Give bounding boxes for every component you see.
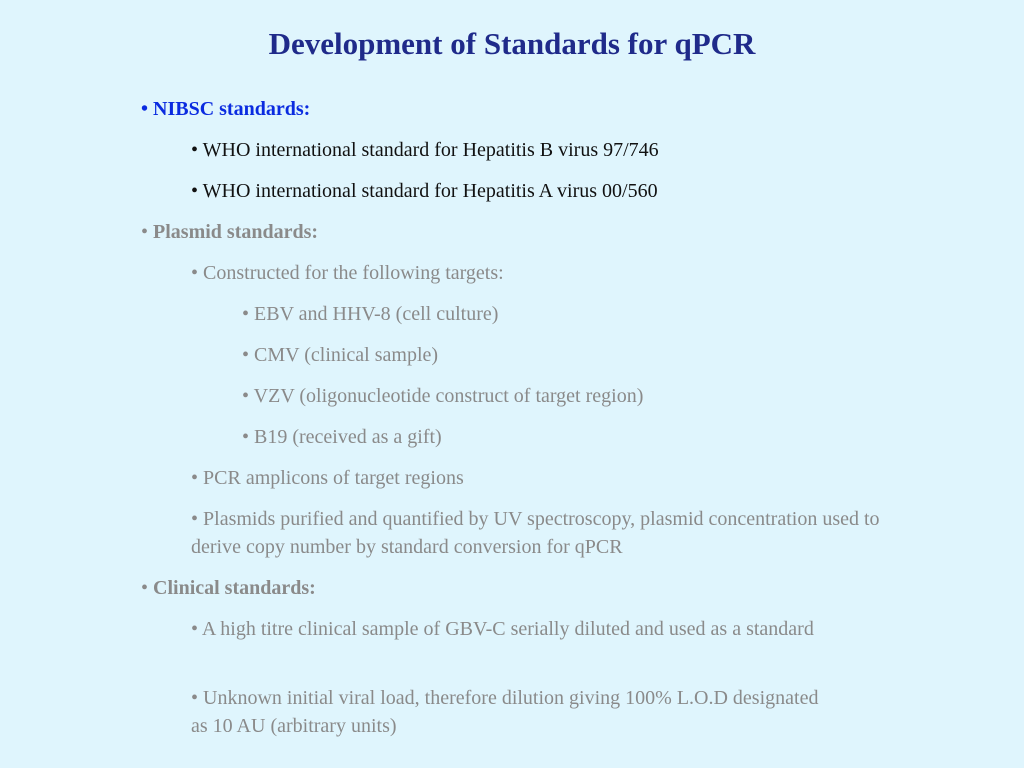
clinical-item-viral-load <box>191 684 831 740</box>
section-nibsc-heading <box>141 95 310 123</box>
bullet: • <box>242 344 250 366</box>
item-text: VZV (oligonucleotide construct of target region) <box>253 385 644 407</box>
bullet: • <box>191 618 199 640</box>
bullet: • <box>191 180 199 202</box>
bullet: • <box>242 426 250 448</box>
bullet: • <box>191 687 199 709</box>
clinical-item-gbvc <box>191 615 831 643</box>
item-text: Constructed for the following targets: <box>203 262 504 284</box>
bullet: • <box>141 577 149 599</box>
item-text: B19 (received as a gift) <box>254 426 442 448</box>
item-text: WHO international standard for Hepatitis B virus 97/746 <box>202 139 659 161</box>
item-text: A high titre clinical sample of GBV-C serially diluted and used as a standard <box>201 618 814 640</box>
bullet: • <box>191 508 199 530</box>
slide-title: Development of Standards for qPCR <box>268 26 756 61</box>
bullet: • <box>242 385 250 407</box>
item-text: Unknown initial viral load, therefore dilution giving 100% L.O.D designated as 10 AU (arbitrary units) <box>191 687 819 737</box>
bullet: • <box>191 262 199 284</box>
plasmid-target-ebv <box>242 300 498 328</box>
section-clinical-heading <box>141 574 316 602</box>
section-plasmid-heading <box>141 218 318 246</box>
bullet: • <box>141 221 149 243</box>
plasmid-item-amplicons <box>191 464 464 492</box>
plasmid-intro <box>191 259 504 287</box>
item-text: EBV and HHV-8 (cell culture) <box>254 303 499 325</box>
bullet: • <box>242 303 250 325</box>
heading-text: Clinical standards: <box>153 577 316 599</box>
item-text: PCR amplicons of target regions <box>203 467 464 489</box>
bullet: • <box>191 467 199 489</box>
plasmid-target-vzv <box>242 382 643 410</box>
item-text: Plasmids purified and quantified by UV spectroscopy, plasmid concentration used to derive copy number by standard conversion for qPCR <box>191 508 880 558</box>
heading-text: Plasmid standards: <box>153 221 319 243</box>
bullet: • <box>191 139 199 161</box>
item-text: CMV (clinical sample) <box>254 344 439 366</box>
heading-text: NIBSC standards: <box>153 98 311 120</box>
nibsc-item-hav <box>191 177 658 205</box>
plasmid-target-cmv <box>242 341 438 369</box>
plasmid-item-quantified <box>191 505 891 561</box>
plasmid-target-b19 <box>242 423 442 451</box>
item-text: WHO international standard for Hepatitis A virus 00/560 <box>202 180 658 202</box>
nibsc-item-hbv <box>191 136 659 164</box>
bullet: • <box>141 98 149 120</box>
